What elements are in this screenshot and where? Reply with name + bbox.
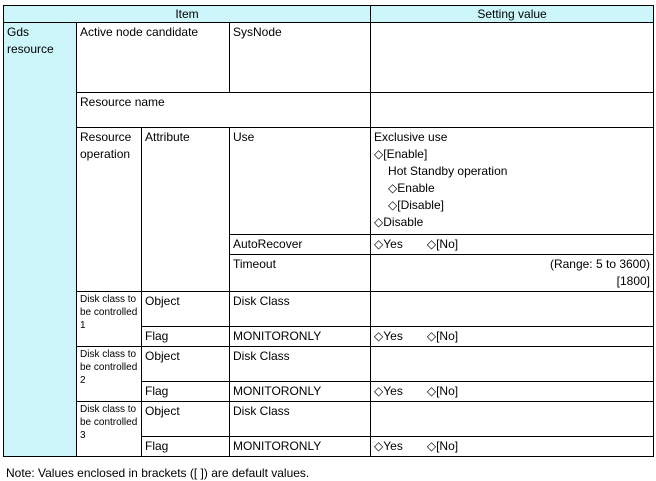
disk-class-3-flag-value bbox=[371, 437, 654, 457]
disk-class-2-object-value bbox=[371, 347, 654, 382]
use-option-hot-standby: Hot Standby operation bbox=[388, 164, 508, 178]
active-node-value bbox=[371, 23, 654, 93]
disk-class-3-label: Disk class to be controlled 3 bbox=[77, 402, 142, 457]
resource-operation-label: Resource operation bbox=[77, 128, 142, 292]
disk-class-1-object: Disk Class bbox=[230, 292, 371, 327]
disk-class-3-yes: ◇Yes bbox=[374, 439, 403, 453]
disk-class-3-no-default: ◇[No] bbox=[426, 439, 459, 453]
disk-class-1-flag-label: Flag bbox=[142, 327, 230, 347]
resource-name-value bbox=[371, 93, 654, 128]
use-label: Use bbox=[230, 128, 371, 235]
disk-class-1-object-value bbox=[371, 292, 654, 327]
disk-class-1-no-default: ◇[No] bbox=[426, 329, 459, 343]
resource-name-label: Resource name bbox=[77, 93, 371, 128]
timeout-default: [1800] bbox=[616, 274, 651, 288]
footnote: Note: Values enclosed in brackets ([ ]) are default values. bbox=[6, 466, 310, 480]
disk-class-1-flag-value bbox=[371, 327, 654, 347]
disk-class-3-object: Disk Class bbox=[230, 402, 371, 437]
disk-class-2-yes: ◇Yes bbox=[374, 384, 403, 398]
settings-table bbox=[3, 5, 654, 457]
hot-standby-disable-default: ◇[Disable] bbox=[388, 198, 444, 212]
use-option-disable: ◇Disable bbox=[374, 215, 424, 229]
disk-class-3-monitoronly: MONITORONLY bbox=[230, 437, 371, 457]
autorecover-value bbox=[371, 235, 654, 255]
attribute-label: Attribute bbox=[142, 128, 230, 292]
sysnode-label: SysNode bbox=[230, 23, 371, 93]
timeout-value bbox=[371, 255, 654, 292]
timeout-range: (Range: 5 to 3600) bbox=[549, 257, 651, 271]
use-option-exclusive: Exclusive use bbox=[374, 130, 448, 144]
disk-class-1-label: Disk class to be controlled 1 bbox=[77, 292, 142, 347]
disk-class-3-flag-label: Flag bbox=[142, 437, 230, 457]
header-setting-value: Setting value bbox=[371, 6, 654, 23]
use-value bbox=[371, 128, 654, 235]
disk-class-2-label: Disk class to be controlled 2 bbox=[77, 347, 142, 402]
disk-class-2-flag-value bbox=[371, 382, 654, 402]
active-node-label: Active node candidate bbox=[77, 23, 230, 93]
hot-standby-enable: ◇Enable bbox=[388, 181, 435, 195]
use-option-enable-default: ◇[Enable] bbox=[374, 147, 428, 161]
disk-class-1-object-label: Object bbox=[142, 292, 230, 327]
disk-class-1-yes: ◇Yes bbox=[374, 329, 403, 343]
autorecover-label: AutoRecover bbox=[230, 235, 371, 255]
autorecover-yes: ◇Yes bbox=[374, 237, 403, 251]
timeout-label: Timeout bbox=[230, 255, 371, 292]
disk-class-2-object-label: Object bbox=[142, 347, 230, 382]
disk-class-2-flag-label: Flag bbox=[142, 382, 230, 402]
disk-class-3-object-label: Object bbox=[142, 402, 230, 437]
disk-class-1-monitoronly: MONITORONLY bbox=[230, 327, 371, 347]
gds-resource-label: Gds resource bbox=[4, 23, 77, 457]
disk-class-3-object-value bbox=[371, 402, 654, 437]
header-item: Item bbox=[4, 6, 371, 23]
autorecover-no-default: ◇[No] bbox=[426, 237, 459, 251]
disk-class-2-no-default: ◇[No] bbox=[426, 384, 459, 398]
disk-class-2-object: Disk Class bbox=[230, 347, 371, 382]
disk-class-2-monitoronly: MONITORONLY bbox=[230, 382, 371, 402]
